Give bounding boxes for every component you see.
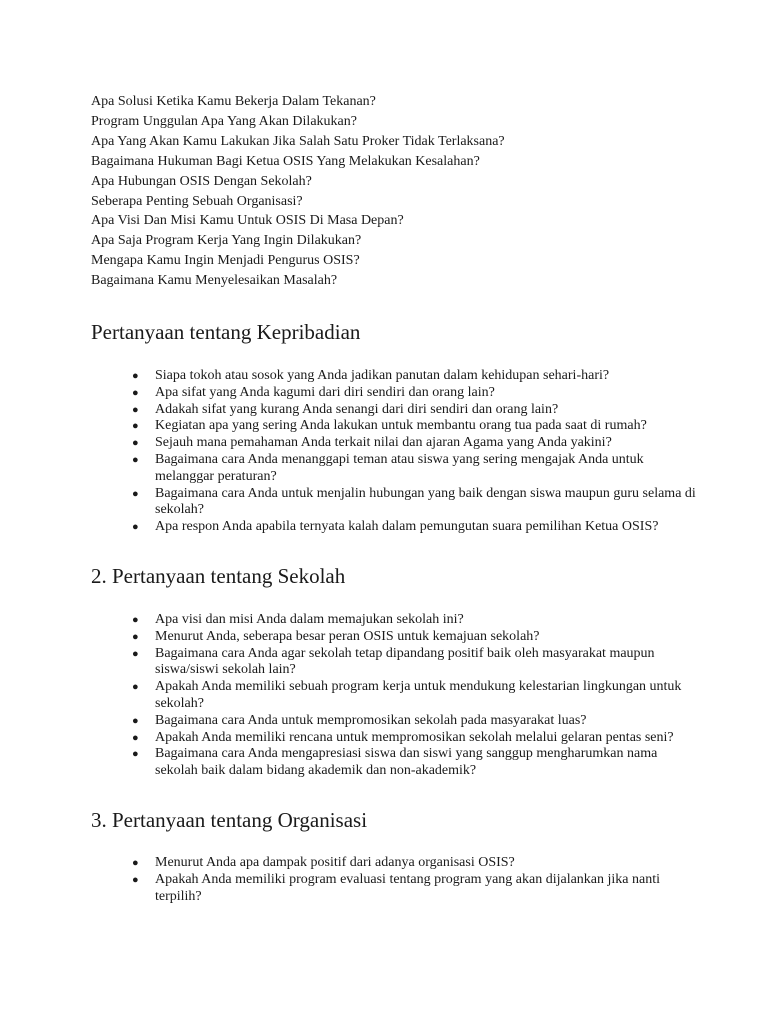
list-item-text: Apakah Anda memiliki sebuah program kerja untuk mendukung kelestarian lingkungan untuk sekolah? — [155, 679, 682, 712]
bullet-icon: ● — [132, 454, 139, 467]
bullet-icon: ● — [132, 681, 139, 694]
list-item — [91, 872, 698, 906]
intro-question: Mengapa Kamu Ingin Menjadi Pengurus OSIS? — [91, 253, 360, 269]
list-item — [91, 646, 698, 680]
bullet-icon: ● — [132, 630, 139, 643]
list-item-text: Apa respon Anda apabila ternyata kalah dalam pemungutan suara pemilihan Ketua OSIS? — [155, 519, 659, 535]
list-item-text: Bagaimana cara Anda agar sekolah tetap dipandang positif baik oleh masyarakat maupun siswa/siswi sekolah lain? — [155, 645, 655, 678]
list-item — [91, 368, 698, 385]
bullet-icon: ● — [132, 748, 139, 761]
list-item-text: Bagaimana cara Anda mengapresiasi siswa dan siswi yang sanggup mengharumkan nama sekolah baik dalam bidang akademik dan non-akademik? — [155, 746, 658, 779]
list-item — [91, 452, 698, 486]
intro-question: Apa Visi Dan Misi Kamu Untuk OSIS Di Masa Depan? — [91, 213, 404, 229]
list-item-text: Sejauh mana pemahaman Anda terkait nilai dan ajaran Agama yang Anda yakini? — [155, 435, 612, 451]
list-item — [91, 713, 698, 730]
list-item-text: Apa visi dan misi Anda dalam memajukan sekolah ini? — [155, 612, 464, 628]
list-item-text: Menurut Anda, seberapa besar peran OSIS untuk kemajuan sekolah? — [155, 628, 540, 644]
bullet-icon: ● — [132, 521, 139, 534]
list-item-text: Menurut Anda apa dampak positif dari adanya organisasi OSIS? — [155, 855, 515, 870]
list-item-text: Bagaimana cara Anda untuk menjalin hubungan yang baik dengan siswa maupun guru selama di sekolah? — [155, 485, 696, 518]
intro-question: Seberapa Penting Sebuah Organisasi? — [91, 193, 303, 209]
intro-question: Apa Solusi Ketika Kamu Bekerja Dalam Tekanan? — [91, 94, 376, 109]
list-item — [91, 402, 698, 419]
bullet-icon: ● — [132, 370, 139, 383]
kepribadian-question-list — [91, 368, 698, 536]
bullet-icon: ● — [132, 614, 139, 627]
intro-question: Apa Yang Akan Kamu Lakukan Jika Salah Satu Proker Tidak Terlaksana? — [91, 133, 505, 149]
list-item — [91, 730, 698, 747]
list-item-text: Adakah sifat yang kurang Anda senangi dari diri sendiri dan orang lain? — [155, 401, 559, 417]
list-item-text: Kegiatan apa yang sering Anda lakukan untuk membantu orang tua pada saat di rumah? — [155, 418, 647, 434]
intro-question: Bagaimana Hukuman Bagi Ketua OSIS Yang Melakukan Kesalahan? — [91, 153, 480, 169]
list-item — [91, 679, 698, 713]
list-item — [91, 486, 698, 520]
list-item — [91, 435, 698, 452]
list-item — [91, 418, 698, 435]
list-item — [91, 746, 698, 780]
bullet-icon: ● — [132, 403, 139, 416]
intro-question: Program Unggulan Apa Yang Akan Dilakukan? — [91, 113, 357, 129]
bullet-icon: ● — [132, 386, 139, 399]
list-item-text: Apakah Anda memiliki rencana untuk mempromosikan sekolah melalui gelaran pentas seni? — [155, 729, 674, 745]
section-heading-organisasi: 3. Pertanyaan tentang Organisasi — [91, 808, 368, 832]
bullet-icon: ● — [132, 857, 139, 869]
section-heading-sekolah: 2. Pertanyaan tentang Sekolah — [91, 564, 346, 589]
intro-question: Apa Hubungan OSIS Dengan Sekolah? — [91, 173, 312, 189]
bullet-icon: ● — [132, 647, 139, 660]
bullet-icon: ● — [132, 731, 139, 744]
list-item-text: Bagaimana cara Anda menanggapi teman atau siswa yang sering mengajak Anda untuk melanggar peraturan? — [155, 452, 644, 484]
sekolah-question-list — [91, 612, 698, 780]
bullet-icon: ● — [132, 873, 139, 886]
list-item — [91, 385, 698, 402]
list-item — [91, 629, 698, 646]
list-item — [91, 612, 698, 629]
list-item — [91, 519, 698, 536]
list-item-text: Siapa tokoh atau sosok yang Anda jadikan panutan dalam kehidupan sehari-hari? — [155, 368, 610, 384]
bullet-icon: ● — [132, 487, 139, 500]
list-item — [91, 855, 698, 872]
intro-question: Bagaimana Kamu Menyelesaikan Masalah? — [91, 273, 338, 289]
bullet-icon: ● — [132, 714, 139, 727]
bullet-icon: ● — [132, 437, 139, 450]
section-heading-kepribadian: Pertanyaan tentang Kepribadian — [91, 320, 361, 345]
list-item-text: Apakah Anda memiliki program evaluasi tentang program yang akan dijalankan jika nanti terpilih? — [155, 871, 661, 904]
organisasi-question-list — [91, 855, 698, 905]
list-item-text: Apa sifat yang Anda kagumi dari diri sendiri dan orang lain? — [155, 384, 495, 400]
intro-question: Apa Saja Program Kerja Yang Ingin Dilakukan? — [91, 233, 362, 249]
intro-question-list — [91, 92, 698, 291]
bullet-icon: ● — [132, 420, 139, 433]
list-item-text: Bagaimana cara Anda untuk mempromosikan sekolah pada masyarakat luas? — [155, 712, 587, 728]
